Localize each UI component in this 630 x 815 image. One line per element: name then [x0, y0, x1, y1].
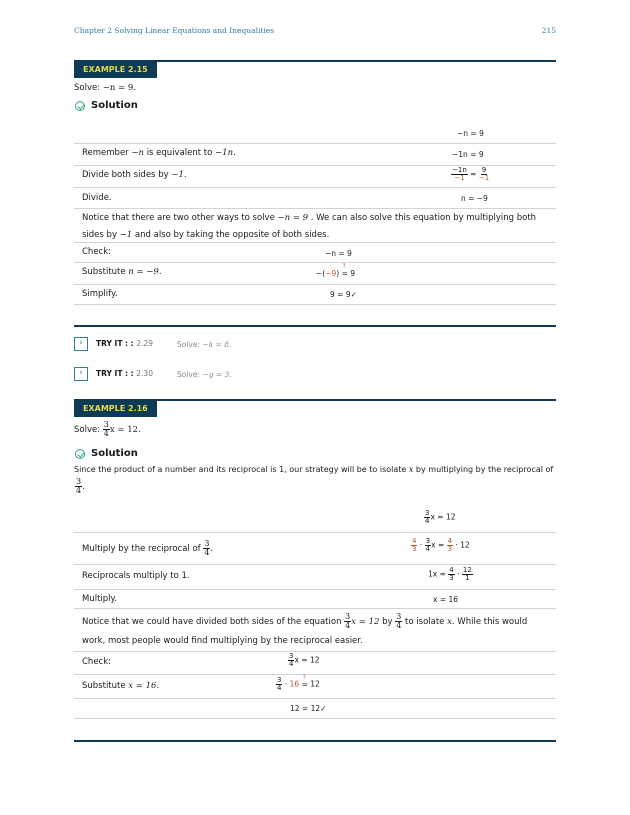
step-text: Multiply by the reciprocal of: [82, 544, 201, 554]
problem-equation: −k = 8.: [202, 340, 232, 349]
step-remember: [82, 148, 236, 158]
denominator: 4: [345, 621, 351, 630]
intro-paragraph: [74, 463, 556, 476]
checkmark-icon: ✓: [350, 290, 357, 299]
example-label: EXAMPLE 2.16: [74, 401, 157, 417]
simplify-label: Simplify.: [82, 289, 118, 299]
solution-label: Solution: [91, 448, 138, 459]
eq-part: 9 = 9: [330, 290, 351, 299]
denominator: 4: [425, 517, 430, 525]
eq-part: x = 12: [294, 655, 320, 665]
fraction: [276, 677, 282, 692]
table-divider: [74, 651, 556, 652]
table-divider: [74, 564, 556, 565]
step-equation: −1n = 9: [452, 150, 484, 159]
problem-equation: x = 12.: [109, 425, 141, 435]
multiply2-label: Multiply.: [82, 594, 118, 604]
question-mark: ?: [302, 673, 306, 681]
step-math: −n: [131, 148, 144, 158]
table-divider: [74, 284, 556, 285]
denominator: 4: [204, 548, 210, 557]
numerator: 3: [425, 509, 430, 517]
notice-text: Notice that we could have divided both sides of the equation: [82, 617, 342, 627]
substitute-equation: [316, 263, 356, 278]
numerator: 9: [481, 166, 487, 174]
notice-text: . We can also solve this equation by multiplying both sides by: [82, 213, 537, 240]
numerator: 3: [277, 676, 282, 684]
step-text: Substitute: [82, 681, 126, 691]
numerator: 4: [412, 537, 417, 545]
denominator: 1: [465, 574, 470, 582]
try-it-label: [96, 339, 153, 348]
table-divider: [74, 674, 556, 675]
numerator: 3: [103, 420, 109, 429]
step-text: .: [158, 267, 162, 277]
number: 12: [460, 540, 470, 550]
denominator: 4: [289, 660, 294, 668]
table-divider: [74, 208, 556, 209]
step-text: .: [183, 170, 187, 180]
multiply2-equation: x = 16: [433, 595, 459, 604]
table-divider: [74, 532, 556, 533]
try-it-text: TRY IT : :: [96, 339, 134, 348]
step-text: Substitute: [82, 267, 126, 277]
intro-text: by multiplying by the reciprocal of: [415, 465, 554, 474]
notice-paragraph: [82, 210, 547, 244]
substituted-value: −9: [325, 269, 337, 278]
numerator: 3: [204, 539, 210, 548]
multiply-step: [82, 540, 213, 557]
numerator: 4: [447, 537, 453, 545]
table-divider: [74, 304, 556, 305]
fraction: [395, 613, 402, 630]
notice-text: to isolate: [405, 617, 445, 627]
fraction: [451, 167, 468, 182]
check-circle-icon: [75, 101, 85, 111]
step-divide-by: [82, 170, 187, 180]
table-divider: [74, 589, 556, 590]
substitute-step: [82, 267, 162, 277]
notice-text: Notice that there are two other ways to solve: [82, 213, 275, 223]
table-divider: [74, 608, 556, 609]
try-it-expand-button[interactable]: ›: [74, 337, 88, 351]
numerator: 3: [289, 652, 294, 660]
try-it-number: 2.29: [136, 339, 153, 348]
check-equation: −n = 9: [325, 249, 352, 258]
fraction: [479, 167, 489, 182]
numerator: 3: [425, 537, 431, 545]
solve-prefix: Solve:: [74, 83, 101, 93]
numerator: 12: [462, 566, 472, 574]
solution-heading: [75, 100, 138, 111]
eq-part: 1x =: [428, 569, 446, 579]
denominator: 4: [425, 545, 431, 553]
page-number: 215: [541, 26, 556, 35]
numerator: 4: [449, 566, 454, 574]
notice-paragraph: [82, 613, 552, 651]
notice-math: −1: [119, 230, 133, 240]
eq-part: = 9: [341, 269, 356, 278]
numerator: 3: [345, 612, 351, 621]
reciprocal-fraction: [447, 538, 453, 553]
solution-heading: [75, 448, 138, 459]
table-divider: [74, 187, 556, 188]
reciprocal-fraction: [411, 538, 417, 553]
problem-equation: −g = 3.: [202, 370, 232, 379]
denominator: 3: [412, 545, 417, 553]
numerator: 3: [396, 612, 402, 621]
fraction: [462, 567, 473, 582]
solve-prefix: Solve:: [177, 340, 201, 349]
notice-math: x = 12: [351, 617, 380, 627]
number: 12: [310, 679, 320, 689]
step-equation-fractions: $\frac{-1n}{-1}$ = $\frac{9}{-1}$: [452, 166, 490, 182]
step-text: .: [156, 681, 160, 691]
solution-label: Solution: [91, 100, 138, 111]
reciprocals-equation: [428, 567, 473, 582]
solve-prefix: Solve:: [74, 425, 101, 435]
top-equation: −n = 9: [457, 129, 484, 138]
example-bottom-rule: [74, 325, 556, 327]
denominator: 4: [277, 684, 282, 692]
denominator: 3: [447, 545, 453, 553]
denominator: −1: [454, 174, 465, 182]
checkmark-icon: ✓: [320, 704, 327, 713]
step-math: n = −9: [128, 267, 159, 277]
substituted-value: 16: [289, 679, 300, 689]
check-label: Check:: [82, 247, 112, 257]
step-math: −1: [171, 170, 184, 180]
denominator: −1: [478, 174, 490, 182]
numerator: 3: [76, 477, 82, 486]
try-it-expand-button[interactable]: ›: [74, 367, 88, 381]
denominator: 4: [396, 621, 402, 630]
example-problem: [74, 421, 141, 438]
check-label: Check:: [82, 657, 112, 667]
step-text: .: [233, 148, 236, 158]
check-circle-icon: [75, 449, 85, 459]
notice-text: and also by taking the opposite of both sides.: [134, 230, 330, 240]
question-mark: ?: [342, 263, 346, 270]
step-math: −1n: [215, 148, 234, 158]
dot: ·: [455, 540, 458, 550]
problem-equation: −n = 9.: [102, 83, 137, 93]
check-equation: [288, 653, 320, 668]
variable: x: [431, 540, 436, 550]
example-label: EXAMPLE 2.15: [74, 62, 157, 78]
try-it-problem: [177, 340, 231, 349]
fraction: [448, 567, 454, 582]
substitute-equation: [276, 673, 320, 692]
substitute-step: [82, 681, 159, 691]
top-equation: [424, 510, 456, 525]
reciprocals-label: Reciprocals multiply to 1.: [82, 571, 190, 581]
eq-sign: =: [437, 540, 445, 550]
eq-sign: =: [301, 679, 308, 689]
notice-math: −n = 9: [277, 213, 309, 223]
dot: ·: [284, 679, 288, 689]
eq-part: 12 = 12: [290, 704, 321, 713]
table-divider: [74, 242, 556, 243]
table-divider: [74, 718, 556, 719]
table-divider: [74, 143, 556, 144]
final-equation: [290, 704, 326, 713]
fraction: [103, 421, 110, 438]
step-equation: n = −9: [461, 194, 488, 203]
step-text: Remember: [82, 148, 129, 158]
eq-part: x = 12: [430, 512, 456, 522]
example-bottom-rule: [74, 740, 556, 742]
table-divider: [74, 262, 556, 263]
multiply-equation: [411, 538, 470, 553]
intro-math: x: [408, 465, 414, 474]
step-divide: Divide.: [82, 193, 112, 203]
intro-text: Since the product of a number and its reciprocal is 1, our strategy will be to isolate: [74, 465, 407, 474]
notice-math: x: [447, 617, 452, 627]
try-it-number: 2.30: [136, 369, 153, 378]
simplify-equation: [330, 290, 357, 299]
dot: ·: [419, 540, 423, 550]
intro-text: .: [82, 482, 85, 492]
step-text: Divide both sides by: [82, 170, 169, 180]
try-it-text: TRY IT : :: [96, 369, 134, 378]
try-it-problem: [177, 370, 232, 379]
chapter-header: Chapter 2 Solving Linear Equations and Inequalities: [74, 26, 275, 35]
intro-fraction: [75, 478, 85, 495]
denominator: 3: [449, 574, 454, 582]
try-it-label: [96, 369, 153, 378]
dot: ·: [457, 569, 460, 579]
eq-part: −(: [316, 269, 326, 278]
eq-part: ): [336, 269, 340, 278]
notice-text: . While this would work, most people would find multiplying by the reciprocal easier.: [82, 617, 528, 646]
table-divider: [74, 698, 556, 699]
denominator: 4: [76, 486, 82, 495]
denominator: 4: [103, 429, 109, 438]
numerator: −1n: [452, 166, 467, 174]
example-problem: [74, 83, 136, 93]
step-text: is equivalent to: [146, 148, 213, 158]
solve-prefix: Solve:: [177, 370, 201, 379]
step-math: x = 16: [128, 681, 157, 691]
step-text: .: [210, 544, 214, 554]
notice-text: by: [382, 617, 393, 627]
